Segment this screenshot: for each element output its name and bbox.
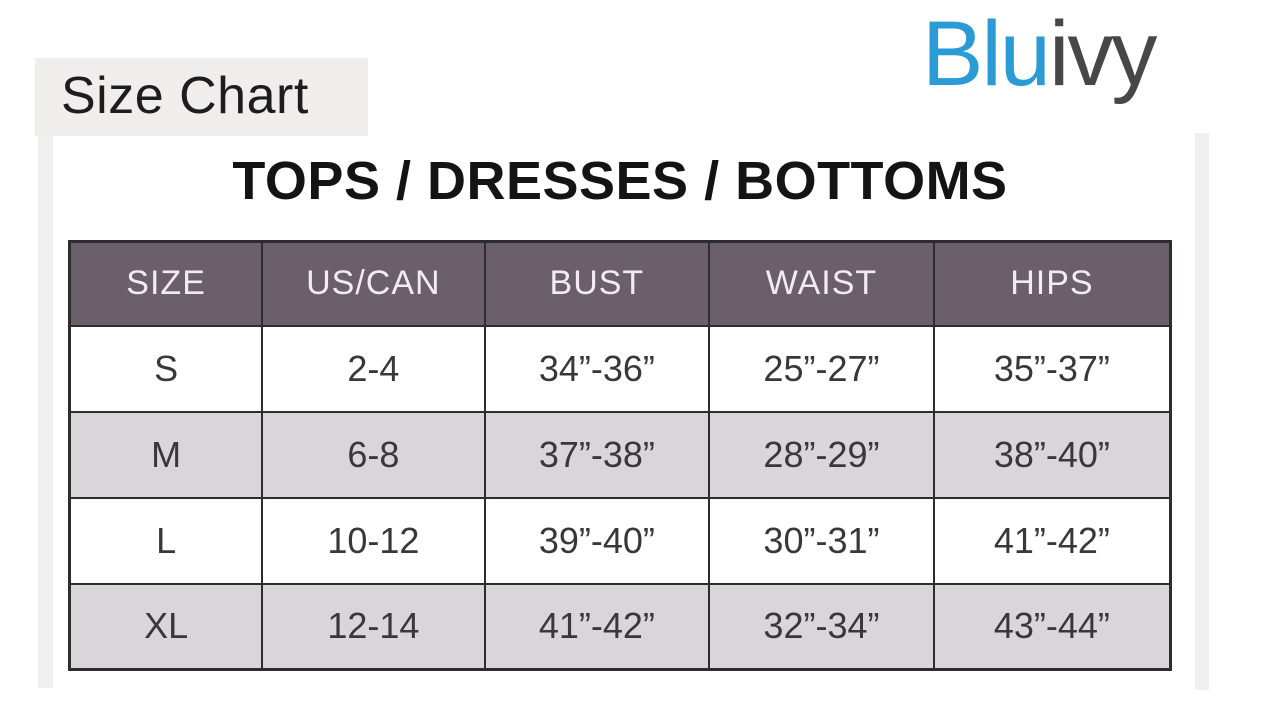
table-cell: 25”-27” bbox=[709, 326, 934, 412]
table-cell: 39”-40” bbox=[485, 498, 710, 584]
table-heading: TOPS / DRESSES / BOTTOMS bbox=[232, 151, 1008, 211]
size-chart-title: Size Chart bbox=[35, 58, 368, 136]
table-cell: 41”-42” bbox=[485, 584, 710, 670]
table-cell: 41”-42” bbox=[934, 498, 1171, 584]
table-row bbox=[70, 326, 1171, 412]
header-cell: SIZE bbox=[70, 242, 263, 326]
left-edge-strip bbox=[38, 136, 53, 688]
table-cell: 28”-29” bbox=[709, 412, 934, 498]
header-cell: US/CAN bbox=[262, 242, 484, 326]
table-cell: S bbox=[70, 326, 263, 412]
brand-logo-ivy: ivy bbox=[1048, 3, 1156, 105]
table-cell: 30”-31” bbox=[709, 498, 934, 584]
table-row bbox=[70, 498, 1171, 584]
table-cell: 35”-37” bbox=[934, 326, 1171, 412]
table-cell: 10-12 bbox=[262, 498, 484, 584]
right-edge-strip bbox=[1195, 133, 1209, 690]
table-cell: 2-4 bbox=[262, 326, 484, 412]
brand-logo bbox=[922, 2, 1155, 107]
table-cell: 34”-36” bbox=[485, 326, 710, 412]
header-cell: WAIST bbox=[709, 242, 934, 326]
table-cell: 6-8 bbox=[262, 412, 484, 498]
header-cell: HIPS bbox=[934, 242, 1171, 326]
brand-logo-blu: Blu bbox=[922, 3, 1049, 105]
table-cell: 43”-44” bbox=[934, 584, 1171, 670]
header-cell: BUST bbox=[485, 242, 710, 326]
table-cell: 12-14 bbox=[262, 584, 484, 670]
size-table bbox=[68, 240, 1172, 671]
table-header-row bbox=[70, 242, 1171, 326]
table-cell: 37”-38” bbox=[485, 412, 710, 498]
table-cell: 32”-34” bbox=[709, 584, 934, 670]
table-cell: L bbox=[70, 498, 263, 584]
table-row bbox=[70, 412, 1171, 498]
table-cell: M bbox=[70, 412, 263, 498]
table-row bbox=[70, 584, 1171, 670]
table-cell: 38”-40” bbox=[934, 412, 1171, 498]
size-table-body bbox=[70, 326, 1171, 670]
table-cell: XL bbox=[70, 584, 263, 670]
